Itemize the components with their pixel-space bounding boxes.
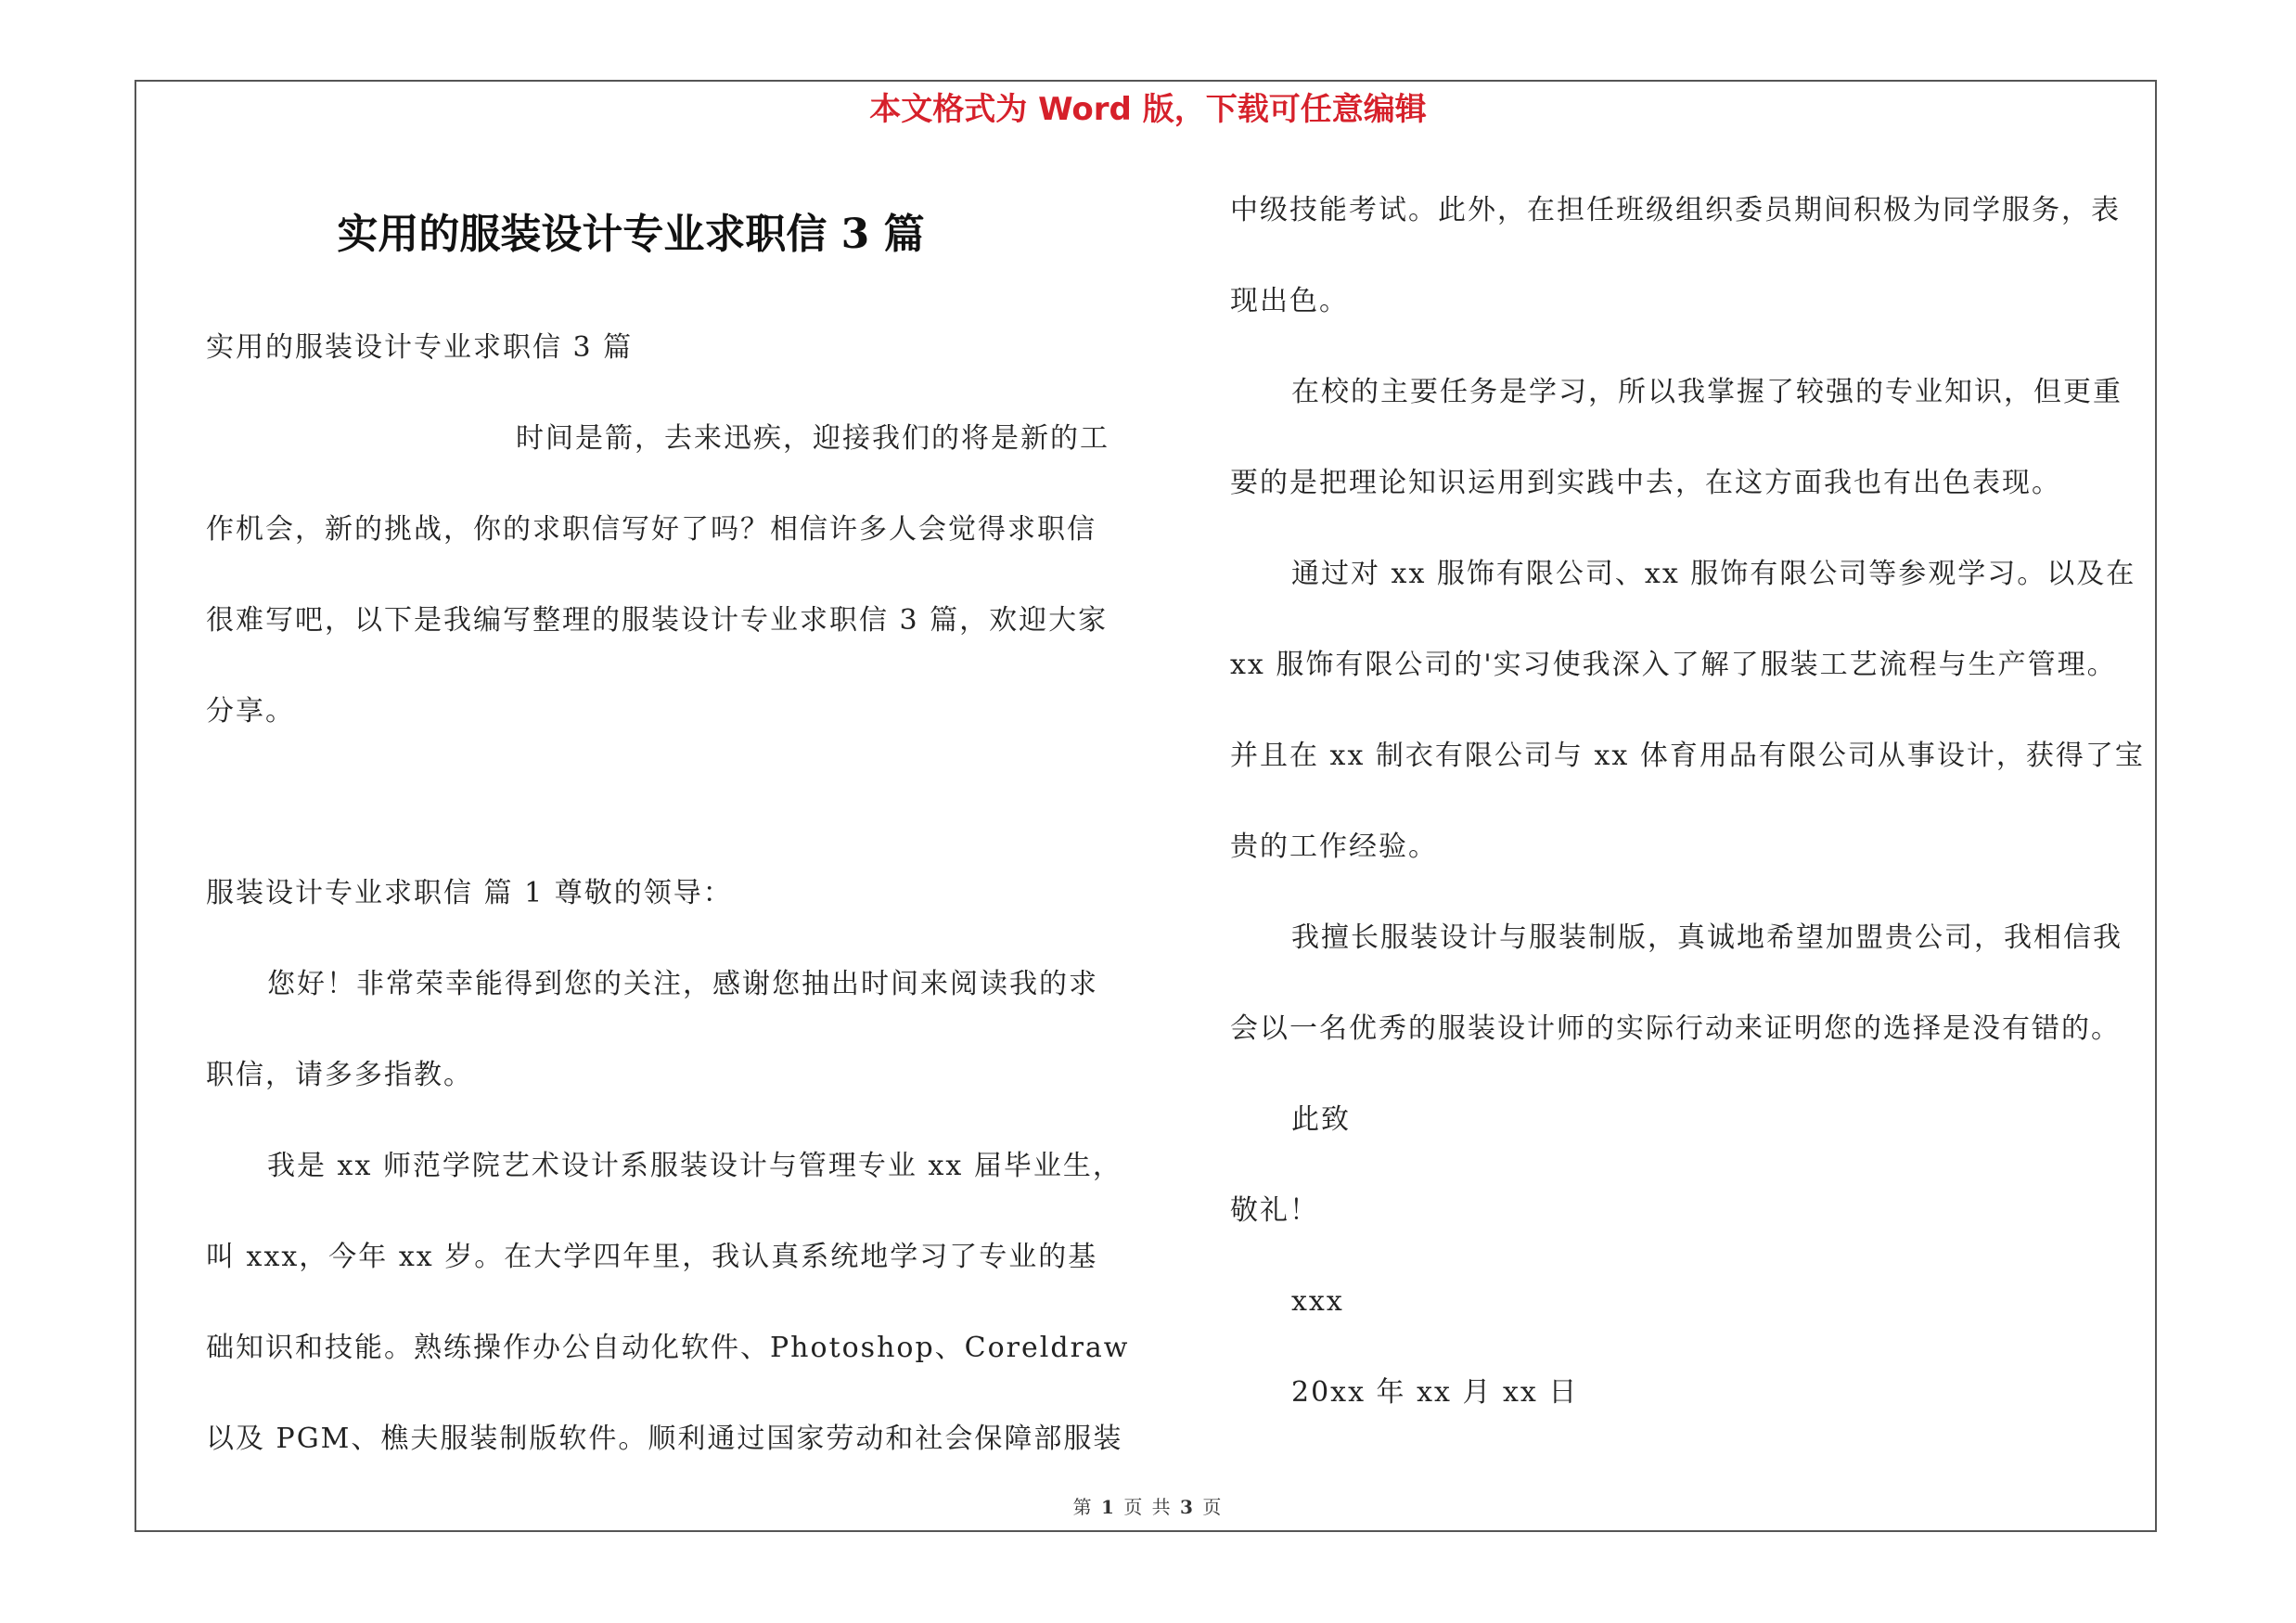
footer-mid: 页 共 [1123,1496,1173,1518]
right-column [1230,183,2158,1456]
subtitle-line: 实用的服装设计专业求职信 3 篇 [206,331,634,364]
footer-suffix: 页 [1202,1496,1224,1518]
body-line: 我擅长服装设计与服装制版，真诚地希望加盟贵公司，我相信我 [1291,921,2123,954]
body-line: 分享。 [206,695,295,728]
body-line: 础知识和技能。熟练操作办公自动化软件、Photoshop、Coreldraw [206,1332,1130,1364]
footer-prefix: 第 [1072,1496,1094,1518]
body-line: 很难写吧，以下是我编写整理的服装设计专业求职信 3 篇，欢迎大家 [206,604,1109,637]
body-line: 通过对 xx 服饰有限公司、xx 服饰有限公司等参观学习。以及在 [1291,558,2136,590]
document-title: 实用的服装设计专业求职信 3 篇 [337,211,925,258]
body-line: 作机会，新的挑战，你的求职信写好了吗？相信许多人会觉得求职信 [206,513,1097,546]
body-line: 以及 PGM、樵夫服装制版软件。顺利通过国家劳动和社会保障部服装 [206,1423,1123,1455]
body-line: 会以一名优秀的服装设计师的实际行动来证明您的选择是没有错的。 [1230,1012,2121,1045]
page-number-footer [0,1494,2296,1520]
date-line: 20xx 年 xx 月 xx 日 [1291,1376,1579,1409]
body-line: 您好！非常荣幸能得到您的关注，感谢您抽出时间来阅读我的求 [267,968,1098,1000]
footer-total-pages: 3 [1180,1496,1195,1518]
salutation-line: 敬礼！ [1230,1194,1319,1227]
body-line: 时间是箭，去来迅疾，迎接我们的将是新的工 [516,422,1110,455]
section-heading: 服装设计专业求职信 篇 1 尊敬的领导： [206,877,733,909]
closing-line: 此致 [1291,1103,1351,1136]
body-line: 中级技能考试。此外，在担任班级组织委员期间积极为同学服务，表 [1230,194,2121,226]
footer-page-number: 1 [1101,1496,1116,1518]
body-line: 叫 xxx，今年 xx 岁。在大学四年里，我认真系统地学习了专业的基 [206,1241,1098,1273]
body-line: 贵的工作经验。 [1230,831,1438,863]
body-line: 并且在 xx 制衣有限公司与 xx 体育用品有限公司从事设计，获得了宝 [1230,740,2145,772]
body-line: xx 服饰有限公司的'实习使我深入了解了服装工艺流程与生产管理。 [1230,649,2117,681]
left-column [206,320,1134,1502]
body-line: 在校的主要任务是学习，所以我掌握了较强的专业知识，但更重 [1291,376,2123,408]
body-line: 现出色。 [1230,285,1349,317]
body-line: 要的是把理论知识运用到实践中去，在这方面我也有出色表现。 [1230,467,2061,499]
body-line: 职信，请多多指教。 [206,1059,473,1091]
signature-line: xxx [1291,1285,1344,1318]
body-line: 我是 xx 师范学院艺术设计系服装设计与管理专业 xx 届毕业生， [267,1150,1122,1182]
editable-banner: 本文格式为 Word 版，下载可任意编辑 [869,91,1427,128]
